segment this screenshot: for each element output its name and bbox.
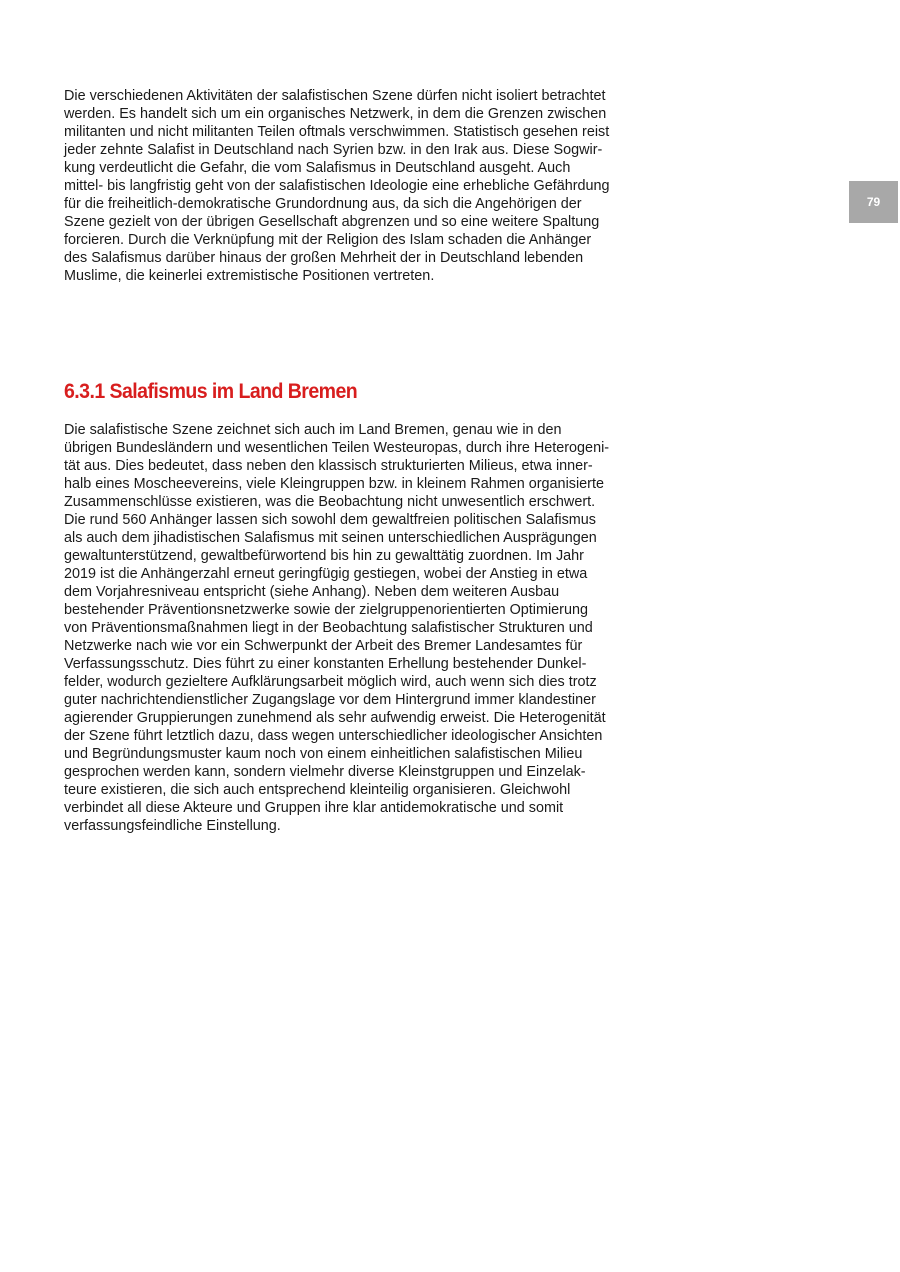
text-line: Verfassungsschutz. Dies führt zu einer konstanten Erhellung bestehender Dunkel- [64,656,587,672]
text-line: Netzwerke nach wie vor ein Schwerpunkt der Arbeit des Bremer Landesamtes für [64,638,583,654]
text-line: dem Vorjahresniveau entspricht (siehe Anhang). Neben dem weiteren Ausbau [64,584,560,600]
text-line: 2019 ist die Anhängerzahl erneut geringfügig gestiegen, wobei der Anstieg in etwa [64,566,588,582]
text-line: verfassungsfeindliche Einstellung. [64,818,281,834]
text-line: Die salafistische Szene zeichnet sich auch im Land Bremen, genau wie in den [64,422,562,438]
text-line: teure existieren, die sich auch entsprechend kleinteilig organisieren. Gleichwohl [64,782,571,798]
text-line: jeder zehnte Salafist in Deutschland nach Syrien bzw. in den Irak aus. Diese Sogwir- [64,142,603,158]
text-line: übrigen Bundesländern und wesentlichen Teilen Westeuropas, durch ihre Heterogeni- [64,440,610,456]
text-line: Die verschiedenen Aktivitäten der salafistischen Szene dürfen nicht isoliert betrachtet [64,88,606,104]
text-line: Muslime, die keinerlei extremistische Positionen vertreten. [64,268,435,284]
text-line: als auch dem jihadistischen Salafismus mit seinen unterschiedlichen Ausprägungen [64,530,597,546]
text-line: kung verdeutlicht die Gefahr, die vom Salafismus in Deutschland ausgeht. Auch [64,160,571,176]
text-line: felder, wodurch gezieltere Aufklärungsarbeit möglich wird, auch wenn sich dies trotz [64,674,597,690]
text-line: von Präventionsmaßnahmen liegt in der Beobachtung salafistischer Strukturen und [64,620,593,636]
text-line: des Salafismus darüber hinaus der großen Mehrheit der in Deutschland lebenden [64,250,584,266]
page-number-tab [849,181,898,223]
page-number: 79 [866,195,881,209]
text-line: mittel- bis langfristig geht von der salafistischen Ideologie eine erhebliche Gefährdung [64,178,610,194]
text-line: der Szene führt letztlich dazu, dass wegen unterschiedlicher ideologischer Ansichten [64,728,603,744]
text-line: militanten und nicht militanten Teilen oftmals verschwimmen. Statistisch gesehen reist [64,124,610,140]
text-line: tät aus. Dies bedeutet, dass neben den klassisch strukturierten Milieus, etwa inner- [64,458,593,474]
text-line: gesprochen werden kann, sondern vielmehr diverse Kleinstgruppen und Einzelak- [64,764,586,780]
text-line: für die freiheitlich-demokratische Grundordnung aus, da sich die Angehörigen der [64,196,582,212]
text-line: verbindet all diese Akteure und Gruppen ihre klar antidemokratische und somit [64,800,564,816]
text-line: forcieren. Durch die Verknüpfung mit der Religion des Islam schaden die Anhänger [64,232,592,248]
text-line: halb eines Moscheevereins, viele Kleingruppen bzw. in kleinem Rahmen organisierte [64,476,604,492]
text-line: Die rund 560 Anhänger lassen sich sowohl dem gewaltfreien politischen Salafismus [64,512,596,528]
section-heading: 6.3.1 Salafismus im Land Bremen [64,380,358,403]
text-line: gewaltunterstützend, gewaltbefürwortend bis hin zu gewalttätig zuordnen. Im Jahr [64,548,584,564]
text-line: guter nachrichtendienstlicher Zugangslage vor dem Hintergrund immer klandestiner [64,692,596,708]
text-line: und Begründungsmuster kaum noch von einem einheitlichen salafistischen Milieu [64,746,583,762]
text-line: agierender Gruppierungen zunehmend als sehr aufwendig erweist. Die Heterogenität [64,710,606,726]
text-line: Zusammenschlüsse existieren, was die Beobachtung nicht unwesentlich erschwert. [64,494,596,510]
text-line: bestehender Präventionsnetzwerke sowie der zielgruppenorientierten Optimierung [64,602,588,618]
text-line: Szene gezielt von der übrigen Gesellschaft abgrenzen und so eine weitere Spaltung [64,214,600,230]
text-line: werden. Es handelt sich um ein organisches Netzwerk, in dem die Grenzen zwischen [64,106,607,122]
